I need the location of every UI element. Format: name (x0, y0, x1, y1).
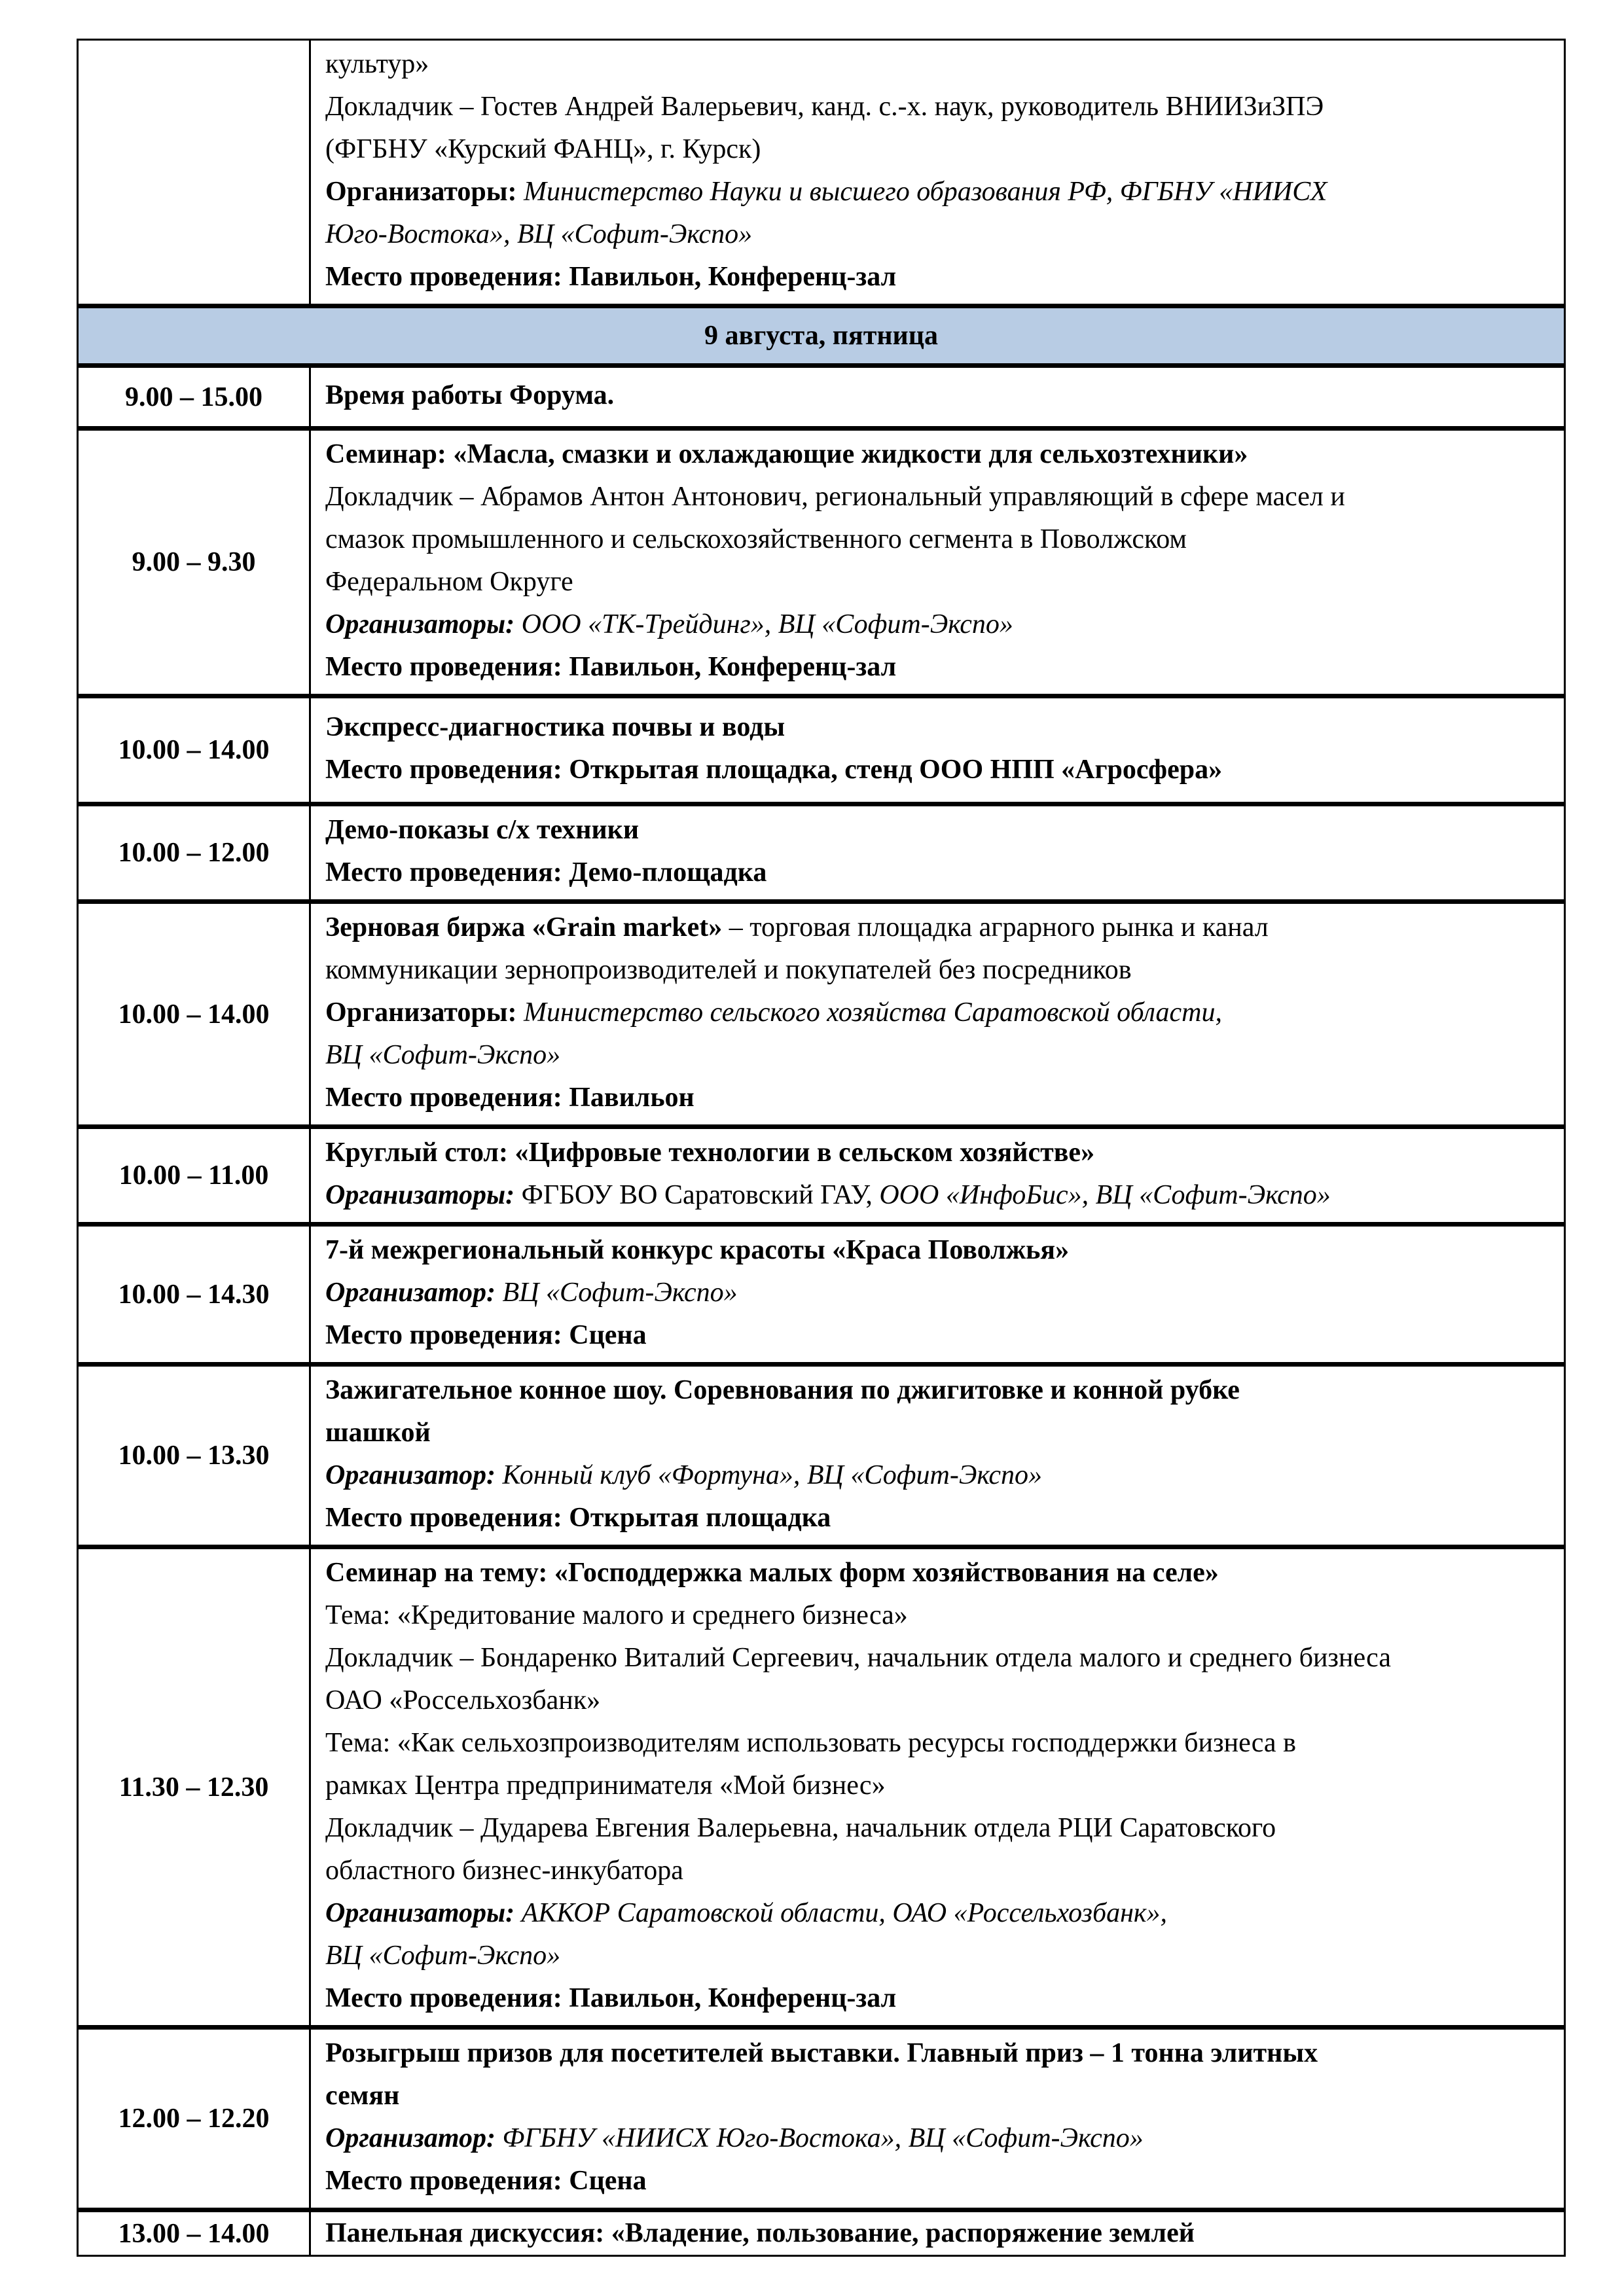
venue-line: Место проведения: Павильон, Конференц-зал (325, 1983, 897, 2013)
table-row (78, 804, 1565, 902)
organizers-line (325, 1174, 1552, 1217)
organizers-label: Организаторы: (325, 997, 517, 1028)
time-cell: 10.00 – 13.30 (78, 1365, 310, 1547)
topic-line: Тема: «Кредитование малого и среднего бизнеса» (325, 1600, 908, 1630)
event-cell (310, 2210, 1565, 2256)
organizers-value: Министерство Науки и высшего образования РФ, ФГБНУ «НИИСХ (516, 177, 1327, 207)
time-cell: 10.00 – 12.00 (78, 804, 310, 902)
venue-line: Место проведения: Павильон (325, 1083, 695, 1113)
organizers-value: АККОР Саратовской области, ОАО «Россельхозбанк», (514, 1898, 1168, 1928)
organizers-line (325, 2117, 1552, 2160)
organizers-value: ООО «ИнфоБис», ВЦ «Софит-Экспо» (872, 1180, 1331, 1210)
venue-line: Место проведения: Сцена (325, 1320, 647, 1350)
organizers-value: Юго-Востока», ВЦ «Софит-Экспо» (325, 219, 753, 249)
time-cell (78, 40, 310, 306)
topic-line: Тема: «Как сельхозпроизводителям использовать ресурсы господдержки бизнеса в (325, 1728, 1296, 1758)
event-title: Панельная дискуссия: «Владение, пользование, распоряжение землей (325, 2218, 1195, 2248)
event-title: Экспресс-диагностика почвы и воды (325, 712, 785, 742)
organizers-label: Организаторы: (325, 1180, 515, 1210)
table-row (78, 429, 1565, 696)
event-title-rest: – торговая площадка аграрного рынка и канал (722, 912, 1269, 942)
speaker-line: смазок промышленного и сельскохозяйственного сегмента в Поволжском (325, 524, 1187, 554)
event-title: Семинар на тему: «Господдержка малых форм хозяйствования на селе» (325, 1558, 1219, 1588)
speaker-line: Докладчик – Бондаренко Виталий Сергеевич, начальник отдела малого и среднего бизнеса (325, 1643, 1391, 1673)
organizers-value: ВЦ «Софит-Экспо» (496, 1278, 738, 1308)
organizers-line (325, 992, 1552, 1034)
event-title: Время работы Форума. (325, 380, 615, 410)
event-title: Зажигательное конное шоу. Соревнования по джигитовке и конной рубке (325, 1375, 1240, 1405)
organizers-label: Организаторы: (325, 177, 517, 207)
organizers-value: ВЦ «Софит-Экспо» (325, 1941, 561, 1971)
speaker-line: Федеральном Округе (325, 567, 573, 597)
organizers-label: Организатор: (325, 1278, 496, 1308)
speaker-line: Докладчик – Гостев Андрей Валерьевич, канд. с.-х. наук, руководитель ВНИИЗиЗПЭ (325, 92, 1324, 122)
time-cell: 12.00 – 12.20 (78, 2028, 310, 2210)
speaker-line: ОАО «Россельхозбанк» (325, 1685, 601, 1715)
day-header: 9 августа, пятница (78, 306, 1565, 366)
event-cell (310, 429, 1565, 696)
table-row (78, 366, 1565, 429)
time-cell: 10.00 – 14.30 (78, 1225, 310, 1365)
organizers-value: ООО «ТК-Трейдинг», ВЦ «Софит-Экспо» (514, 609, 1013, 639)
time-cell: 11.30 – 12.30 (78, 1547, 310, 2028)
organizers-line (325, 171, 1552, 213)
venue-line: Место проведения: Павильон, Конференц-зал (325, 652, 897, 682)
speaker-line: областного бизнес-инкубатора (325, 1856, 683, 1886)
event-title (325, 906, 1552, 949)
organizers-value: Конный клуб «Фортуна», ВЦ «Софит-Экспо» (496, 1460, 1043, 1490)
table-row (78, 1365, 1565, 1547)
time-cell: 10.00 – 11.00 (78, 1127, 310, 1225)
event-title: Демо-показы с/х техники (325, 815, 640, 845)
event-title: культур» (325, 49, 429, 79)
event-description: коммуникации зернопроизводителей и покупателей без посредников (325, 955, 1132, 985)
venue-line: Место проведения: Сцена (325, 2166, 647, 2196)
time-cell: 13.00 – 14.00 (78, 2210, 310, 2256)
time-cell: 9.00 – 9.30 (78, 429, 310, 696)
organizers-line (325, 1272, 1552, 1314)
organizers-value: ФГБНУ «НИИСХ Юго-Востока», ВЦ «Софит-Экспо» (496, 2123, 1144, 2153)
table-row (78, 1225, 1565, 1365)
time-cell: 9.00 – 15.00 (78, 366, 310, 429)
event-cell (310, 40, 1565, 306)
event-cell (310, 366, 1565, 429)
table-row (78, 40, 1565, 306)
event-title: шашкой (325, 1418, 431, 1448)
speaker-line: Докладчик – Дударева Евгения Валерьевна, начальник отдела РЦИ Саратовского (325, 1813, 1276, 1843)
table-row (78, 2028, 1565, 2210)
organizers-line (325, 1892, 1552, 1935)
time-cell: 10.00 – 14.00 (78, 696, 310, 804)
venue-line: Место проведения: Павильон, Конференц-зал (325, 262, 897, 292)
event-cell (310, 1365, 1565, 1547)
event-cell (310, 2028, 1565, 2210)
event-title: Круглый стол: «Цифровые технологии в сельском хозяйстве» (325, 1138, 1095, 1168)
event-title: Семинар: «Масла, смазки и охлаждающие жидкости для сельхозтехники» (325, 439, 1248, 469)
table-row (78, 1127, 1565, 1225)
speaker-line: Докладчик – Абрамов Антон Антонович, региональный управляющий в сфере масел и (325, 482, 1345, 512)
table-row (78, 1547, 1565, 2028)
event-title: Розыгрыш призов для посетителей выставки. Главный приз – 1 тонна элитных (325, 2038, 1318, 2068)
speaker-line: (ФГБНУ «Курский ФАНЦ», г. Курск) (325, 134, 761, 164)
table-row (78, 2210, 1565, 2256)
organizers-line (325, 603, 1552, 646)
event-cell (310, 804, 1565, 902)
time-cell: 10.00 – 14.00 (78, 902, 310, 1127)
event-title: семян (325, 2081, 400, 2111)
organizers-label: Организаторы: (325, 609, 515, 639)
organizers-label: Организатор: (325, 1460, 496, 1490)
organizers-label: Организаторы: (325, 1898, 515, 1928)
event-cell (310, 1127, 1565, 1225)
table-row (78, 902, 1565, 1127)
event-title: 7-й межрегиональный конкурс красоты «Краса Поволжья» (325, 1235, 1070, 1265)
event-cell (310, 1547, 1565, 2028)
event-title-bold: Зерновая биржа «Grain market» (325, 912, 723, 942)
event-cell (310, 1225, 1565, 1365)
venue-line: Место проведения: Открытая площадка, стенд ООО НПП «Агросфера» (325, 755, 1223, 785)
organizers-value: ФГБОУ ВО Саратовский ГАУ, (514, 1180, 873, 1210)
topic-line: рамках Центра предпринимателя «Мой бизнес» (325, 1770, 886, 1801)
schedule-table (77, 39, 1566, 2257)
table-row (78, 696, 1565, 804)
event-cell (310, 696, 1565, 804)
organizers-line (325, 1454, 1552, 1497)
organizers-value: Министерство сельского хозяйства Саратовской области, (516, 997, 1222, 1028)
day-header-row (78, 306, 1565, 366)
organizers-value: ВЦ «Софит-Экспо» (325, 1040, 561, 1070)
organizers-label: Организатор: (325, 2123, 496, 2153)
event-cell (310, 902, 1565, 1127)
venue-line: Место проведения: Демо-площадка (325, 857, 767, 888)
venue-line: Место проведения: Открытая площадка (325, 1503, 831, 1533)
